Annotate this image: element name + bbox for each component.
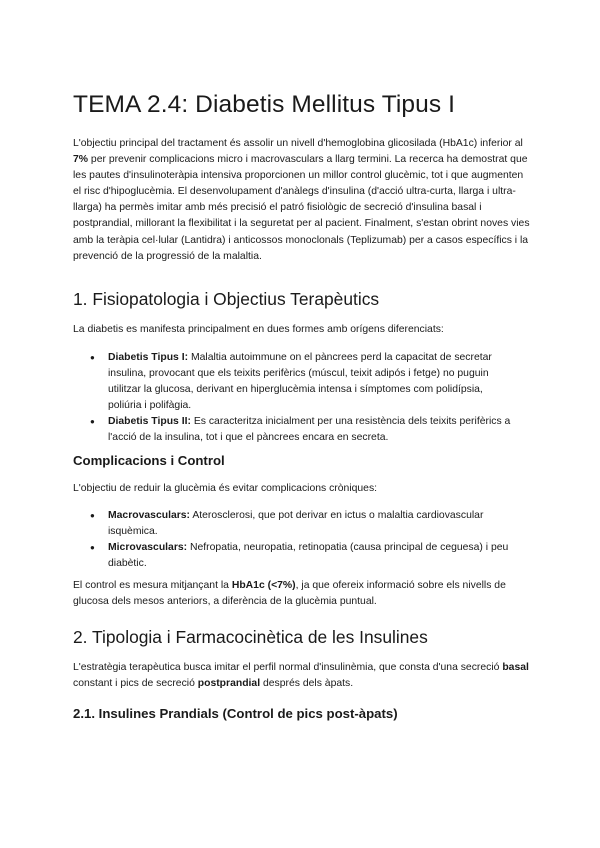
control-paragraph — [73, 578, 533, 610]
intro-text-1: L'objectiu principal del tractament és assolir un nivell d'hemoglobina glicosilada (HbA1c) inferior al — [73, 138, 523, 149]
desc-macrovascular: Aterosclerosi, que pot derivar en ictus o malaltia cardiovascular isquèmica. — [108, 510, 484, 538]
control-text-1: El control es mesura mitjançant la — [73, 580, 232, 591]
term-basal: basal — [502, 662, 529, 673]
section-2-text-1: L'estratègia terapèutica busca imitar el perfil normal d'insulinèmia, que consta d'una secreció — [73, 662, 503, 673]
intro-target-value: 7% — [73, 154, 89, 166]
section-1-lead: La diabetis es manifesta principalment en dues formes amb orígens diferenciats: — [73, 324, 444, 335]
section-1-heading: 1. Fisiopatologia i Objectius Terapèutics — [73, 289, 380, 309]
bullet-icon: ● — [90, 543, 95, 553]
document-title: TEMA 2.4: Diabetis Mellitus Tipus I — [73, 91, 456, 118]
list-item-type2 — [73, 414, 513, 446]
complications-list — [73, 508, 533, 572]
list-item-microvascular — [73, 540, 513, 572]
section-2-text-3: després dels àpats. — [260, 678, 354, 690]
bullet-icon: ● — [90, 353, 95, 362]
term-type1: Diabetis Tipus I: — [108, 352, 189, 363]
bullet-icon: ● — [90, 417, 95, 427]
desc-microvascular: Nefropatia, neuropatia, retinopatia (causa principal de ceguesa) i peu diabètic. — [108, 542, 509, 570]
desc-type2: Es caracteritza inicialment per una resistència dels teixits perifèrics a l'acció de la insulina, tot i que el pàncrees encara en secreta. — [108, 416, 511, 444]
control-text-2: , ja que ofereix informació sobre els nivells de glucosa dels mesos anteriors, a diferència de la glucèmia puntual. — [73, 580, 506, 608]
term-macrovascular: Macrovasculars: — [108, 510, 191, 521]
list-item-macrovascular — [73, 508, 513, 540]
section-2-heading: 2. Tipologia i Farmacocinètica de les Insulines — [73, 627, 428, 647]
term-type2: Diabetis Tipus II: — [108, 416, 191, 428]
term-postprandial: postprandial — [197, 678, 261, 690]
term-microvascular: Microvasculars: — [108, 542, 188, 554]
diabetes-types-list — [73, 350, 533, 447]
complications-lead: L'objectiu de reduir la glucèmia és evitar complicacions cròniques: — [73, 483, 378, 494]
intro-paragraph — [73, 136, 533, 265]
section-2-paragraph — [73, 660, 533, 692]
section-2-text-2: constant i pics de secreció — [73, 678, 198, 690]
section-2-1-heading: 2.1. Insulines Prandials (Control de pics post-àpats) — [73, 706, 398, 721]
list-item-type1 — [73, 350, 513, 414]
bullet-icon: ● — [90, 511, 95, 520]
intro-text-2: per prevenir complicacions micro i macrovasculars a llarg termini. La recerca ha demostrat que les pautes d'insulinoteràpia intensiva proporcionen un millor control glucèmic, tot i que augmenten el risc d'hipoglucèmia. El desenvolupament d'anàlegs d'insulina (d'acció ultra-curta, llarga i ultra-llarga) ha permès imitar amb més precisió el patró fisiològic de secreció d'insulina basal i postprandial, millorant la flexibilitat i la seguretat per al pacient. Finalment, s'estan obrint noves vies amb la teràpia cel·lular (Lantidra) i anticossos monoclonals (Teplizumab) per a casos específics i la prevenció de la progressió de la malaltia. — [73, 154, 530, 262]
control-hba1c: HbA1c (<7%) — [231, 580, 296, 591]
desc-type1: Malaltia autoimmune on el pàncrees perd la capacitat de secretar insulina, provocant que els teixits perifèrics (múscul, teixit adipós i fetge) no puguin utilitzar la glucosa, derivant en hiperglucèmia intensa i símptomes com polidípsia, poliúria i polifàgia. — [108, 352, 492, 412]
complications-heading: Complicacions i Control — [73, 453, 225, 468]
